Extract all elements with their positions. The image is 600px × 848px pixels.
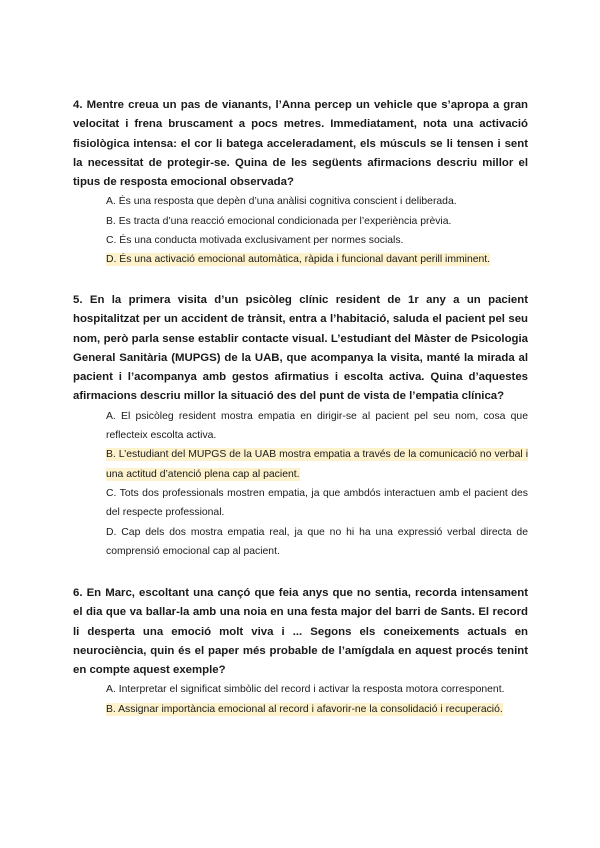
option-text: A. El psicòleg resident mostra empatia en dirigir-se al pacient pel seu nom, cosa que reflecteix escolta activa. xyxy=(106,410,528,442)
question-4-option-d-highlighted xyxy=(106,250,528,269)
question-6-options xyxy=(73,680,528,719)
option-text: A. És una resposta que depèn d’una anàlisi cognitiva conscient i deliberada. xyxy=(106,196,457,208)
question-5-text: 5. En la primera visita d’un psicòleg clínic resident de 1r any a un pacient hospitalitzat per un accident de trànsit, entra a l’habitació, saluda el pacient pel seu nom, però parla sense establir contacte visual. L’estudiant del Màster de Psicologia General Sanitària (MUPGS) de la UAB, que acompanya la visita, manté la mirada al pacient i l’acompanya amb gestos afirmatius i escolta activa. Quina d’aquestes afirmacions descriu millor la situació des del punt de vista de l’empatia clínica? xyxy=(73,294,528,403)
question-6-option-a xyxy=(106,680,528,699)
option-text: B. Assignar importància emocional al record i afavorir-ne la consolidació i recuperació. xyxy=(106,703,503,715)
option-text: B. Es tracta d’una reacció emocional condicionada per l’experiència prèvia. xyxy=(106,215,452,227)
question-5 xyxy=(73,291,528,561)
question-4-text: 4. Mentre creua un pas de vianants, l’Anna percep un vehicle que s’apropa a gran velocitat i frena bruscament a pocs metres. Immediatament, nota una activació fisiològica intensa: el cor li batega acceleradament, els músculs se li tensen i sent la necessitat de protegir-se. Quina de les següents afirmacions descriu millor el tipus de resposta emocional observada? xyxy=(73,99,528,189)
question-5-option-b-highlighted xyxy=(106,445,528,484)
question-4-option-c xyxy=(106,231,528,250)
question-5-option-c xyxy=(106,484,528,523)
option-text: C. És una conducta motivada exclusivament per normes socials. xyxy=(106,235,404,247)
question-4-option-a xyxy=(106,192,528,211)
option-text: D. Cap dels dos mostra empatia real, ja que no hi ha una expressió verbal directa de comprensió emocional cap al pacient. xyxy=(106,526,528,557)
question-4-options xyxy=(73,192,528,269)
question-6-text: 6. En Marc, escoltant una cançó que feia anys que no sentia, recorda intensament el dia que va ballar-la amb una noia en una festa major del barri de Sants. El record li desperta una emoció molt viva i ... Segons els coneixements actuals en neurociència, quin és el paper més probable de l’amígdala en aquest procés tenint en compte aquest exemple? xyxy=(73,587,528,677)
option-text: A. Interpretar el significat simbòlic del record i activar la resposta motora corresponent. xyxy=(106,684,505,696)
question-6-option-b-highlighted xyxy=(106,700,528,719)
option-text: C. Tots dos professionals mostren empatia, ja que ambdós interactuen amb el pacient des del respecte professional. xyxy=(106,487,528,519)
option-text: B. L’estudiant del MUPGS de la UAB mostra empatia a través de la comunicació no verbal i una actitud d’atenció plena cap al pacient. xyxy=(106,449,528,480)
question-4 xyxy=(73,96,528,270)
option-text: D. És una activació emocional automàtica, ràpida i funcional davant perill imminent. xyxy=(106,254,491,266)
question-5-option-d xyxy=(106,523,528,562)
question-5-option-a xyxy=(106,407,528,446)
question-6 xyxy=(73,584,528,719)
question-5-options xyxy=(73,407,528,561)
question-4-option-b xyxy=(106,212,528,231)
